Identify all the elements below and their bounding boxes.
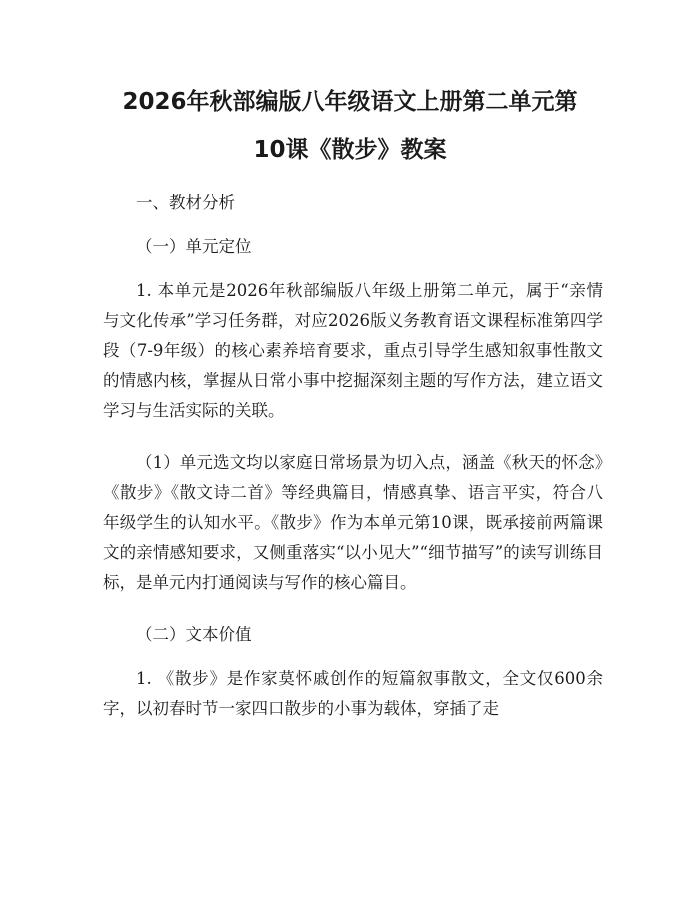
title-line-1: 2026年秋部编版八年级语文上册第二单元第 [122,89,578,115]
subsection-heading-unit-position: （一）单元定位 [136,237,252,256]
subsection-heading-text-value: （二）文本价值 [136,625,252,644]
paragraph-text-value: 1. 《散步》是作家莫怀戚创作的短篇叙事散文，全文仅600余字，以初春时节一家四口散步的小事为载体，穿插了走 [103,669,603,718]
document-body [103,188,603,724]
paragraph-unit-overview: 1. 本单元是2026年秋部编版八年级上册第二单元，属于“亲情与文化传承”学习任务群，对应2026版义务教育语文课程标准第四学段（7-9年级）的核心素养培育要求，重点引导学生感知叙事性散文的情感内核，掌握从日常小事中挖掘深刻主题的写作方法，建立语文学习与生活实际的关联。 [103,281,603,420]
section-heading-teaching-material: 一、教材分析 [136,193,235,212]
document-title [90,78,610,174]
title-line-2: 10课《散步》教案 [253,137,447,163]
paragraph-unit-texts: （1）单元选文均以家庭日常场景为切入点，涵盖《秋天的怀念》《散步》《散文诗二首》等经典篇目，情感真挚、语言平实，符合八年级学生的认知水平。《散步》作为本单元第10课，既承接前两篇课文的亲情感知要求，又侧重落实“以小见大”“细节描写”的读写训练目标，是单元内打通阅读与写作的核心篇目。 [103,453,603,592]
